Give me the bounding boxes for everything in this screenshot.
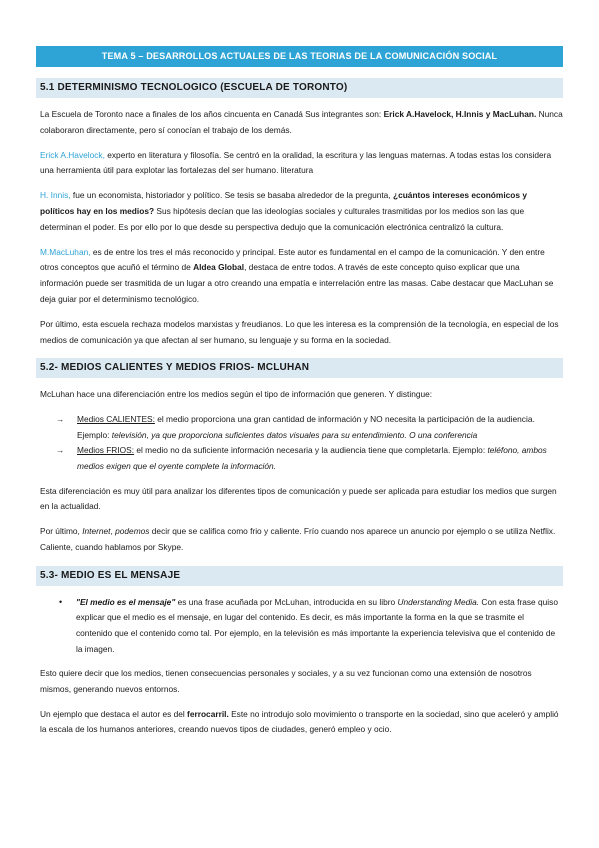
item-label: Medios FRIOS: <box>77 445 135 456</box>
paragraph-toronto-closing: Por último, esta escuela rechaza modelos marxistas y freudianos. Lo que les interesa es la comprensión de la tecnología, en especial de los medios de comunicación ya que afectan al ser humano, su lenguaje y su forma en la sociedad. <box>40 318 559 345</box>
list-item-hot-media <box>36 412 563 443</box>
paragraph-differentiation: Esta diferenciación es muy útil para analizar los diferentes tipos de comunicación y puede ser aplicada para estudiar los medios que surgen en la actualidad. <box>40 485 557 512</box>
text: Nunca colaboraron directamente, pero sí conocían el trabajo de los demás. <box>40 109 563 135</box>
text: el medio proporciona una gran cantidad de información y NO necesita la participación de la audiencia. Ejemplo: <box>77 414 535 440</box>
text: es una frase acuñada por McLuhan, introducida en su libro <box>175 596 398 607</box>
book-title: Understanding Media. <box>397 596 480 607</box>
arrow-icon: → <box>56 414 65 425</box>
quote-text: "El medio es el mensaje" <box>76 596 176 607</box>
section-heading-5-2: 5.2- MEDIOS CALIENTES Y MEDIOS FRIOS- MCLUHAN <box>36 358 563 378</box>
paragraph-toronto-intro <box>36 107 563 139</box>
arrow-icon: → <box>56 445 65 456</box>
bold-text: ¿cuántos intereses económicos y políticos hay en los medios? <box>40 190 527 216</box>
text: decir que se califica como frio y caliente. Frío cuando nos aparece un anuncio por ejemplo o se utiliza Netflix. Caliente, cuando hablamos por Skype. <box>40 526 556 552</box>
text: Con esta frase quiso explicar que el medio es el mensaje, en lugar del contenido. Es decir, es más importante la forma en la que se trasmite el contenido que el contenido como tal. Por ejemplo, en la televisión es más importante la experiencia televisiva que el contenido de la imagen. <box>76 596 558 654</box>
paragraph-havelock <box>36 148 563 180</box>
bold-text: Aldea Global <box>193 262 245 273</box>
paragraph-innis <box>36 188 563 235</box>
author-name: H. Innis, <box>40 190 71 201</box>
text: , <box>110 526 116 537</box>
paragraph-macluhan <box>36 245 563 308</box>
text: experto en literatura y filosofía. Se centró en la oralidad, la escritura y las lenguas maternas. A todas estas los considera una herramienta útil para explotar las fortalezas del ser humano. literatura <box>40 149 552 176</box>
medium-message-list <box>36 595 563 657</box>
text: Este no introdujo solo movimiento o transporte en la sociedad, sino que aceleró y amplió la escala de los humanos anteriores, creando nuevos tipos de ciudades, generó empleo y ocio. <box>40 708 559 735</box>
italic-text: podemos <box>115 526 150 537</box>
text: fue un economista, historiador y político. Se tesis se basaba alrededor de la pregunta, <box>70 190 393 201</box>
bold-text: Erick A.Havelock, H.Innis y MacLuhan. <box>383 109 537 119</box>
document-title: TEMA 5 – DESARROLLOS ACTUALES DE LAS TEORIAS DE LA COMUNICACIÓN SOCIAL <box>36 46 563 67</box>
example-text: televisión, ya que proporciona suficientes datos visuales para su entendimiento. O una conferencia <box>111 429 478 440</box>
text: es de entre los tres el más reconocido y principal. Este autor es fundamental en el campo de la comunicación. Y den entre otros conceptos que acuñó el término de <box>40 246 545 273</box>
document-page <box>36 46 563 738</box>
text: Un ejemplo que destaca el autor es del <box>40 708 188 719</box>
bullet-icon: • <box>59 596 63 607</box>
paragraph-consequences: Esto quiere decir que los medios, tienen consecuencias personales y sociales, y a su vez funcionan como una extensión de nosotros mismos, generando nuevos entornos. <box>40 668 532 694</box>
italic-text: Internet <box>82 526 111 537</box>
text: La Escuela de Toronto nace a finales de los años cincuenta en Canadá Sus integrantes son: <box>40 109 384 119</box>
paragraph-mcluhan-intro: McLuhan hace una diferenciación entre los medios según el tipo de información que generen. Y distingue: <box>40 389 433 400</box>
paragraph-railway <box>36 707 563 739</box>
paragraph-internet <box>36 524 563 556</box>
media-types-list <box>36 412 563 474</box>
section-heading-5-1: 5.1 DETERMINISMO TECNOLOGICO (ESCUELA DE TORONTO) <box>36 78 563 98</box>
author-name: M.MacLuhan, <box>40 246 91 257</box>
example-text: teléfono, ambos medios exigen que el oyente complete la información. <box>77 445 547 471</box>
text: Sus hipótesis decían que las ideologías sociales y culturales trasmitidas por los medios son las que determinan el poder. Es por ello por lo que desde su perspectiva dedujo que la comunicación electrónica centralizó la cultura. <box>40 205 525 232</box>
text: el medio no da suficiente información necesaria y la audiencia tiene que completarla. Ejemplo: <box>134 445 488 456</box>
text: , destaca de entre todos. A través de este concepto quiso explicar que una información puede ser trasmitida de un lugar a otro creando una empatía e interrelación entre las masas. Cabe destacar que MacLuhan se deja guiar por el determinismo tecnológico. <box>40 262 554 304</box>
author-name: Erick A.Havelock, <box>40 149 105 160</box>
bold-text: ferrocarril. <box>187 708 229 719</box>
item-label: Medios CALIENTES: <box>77 414 155 425</box>
text: Por último, <box>40 526 83 537</box>
section-heading-5-3: 5.3- MEDIO ES EL MENSAJE <box>36 566 563 586</box>
list-item-cold-media <box>36 443 563 474</box>
list-item-medium-message <box>36 595 563 657</box>
